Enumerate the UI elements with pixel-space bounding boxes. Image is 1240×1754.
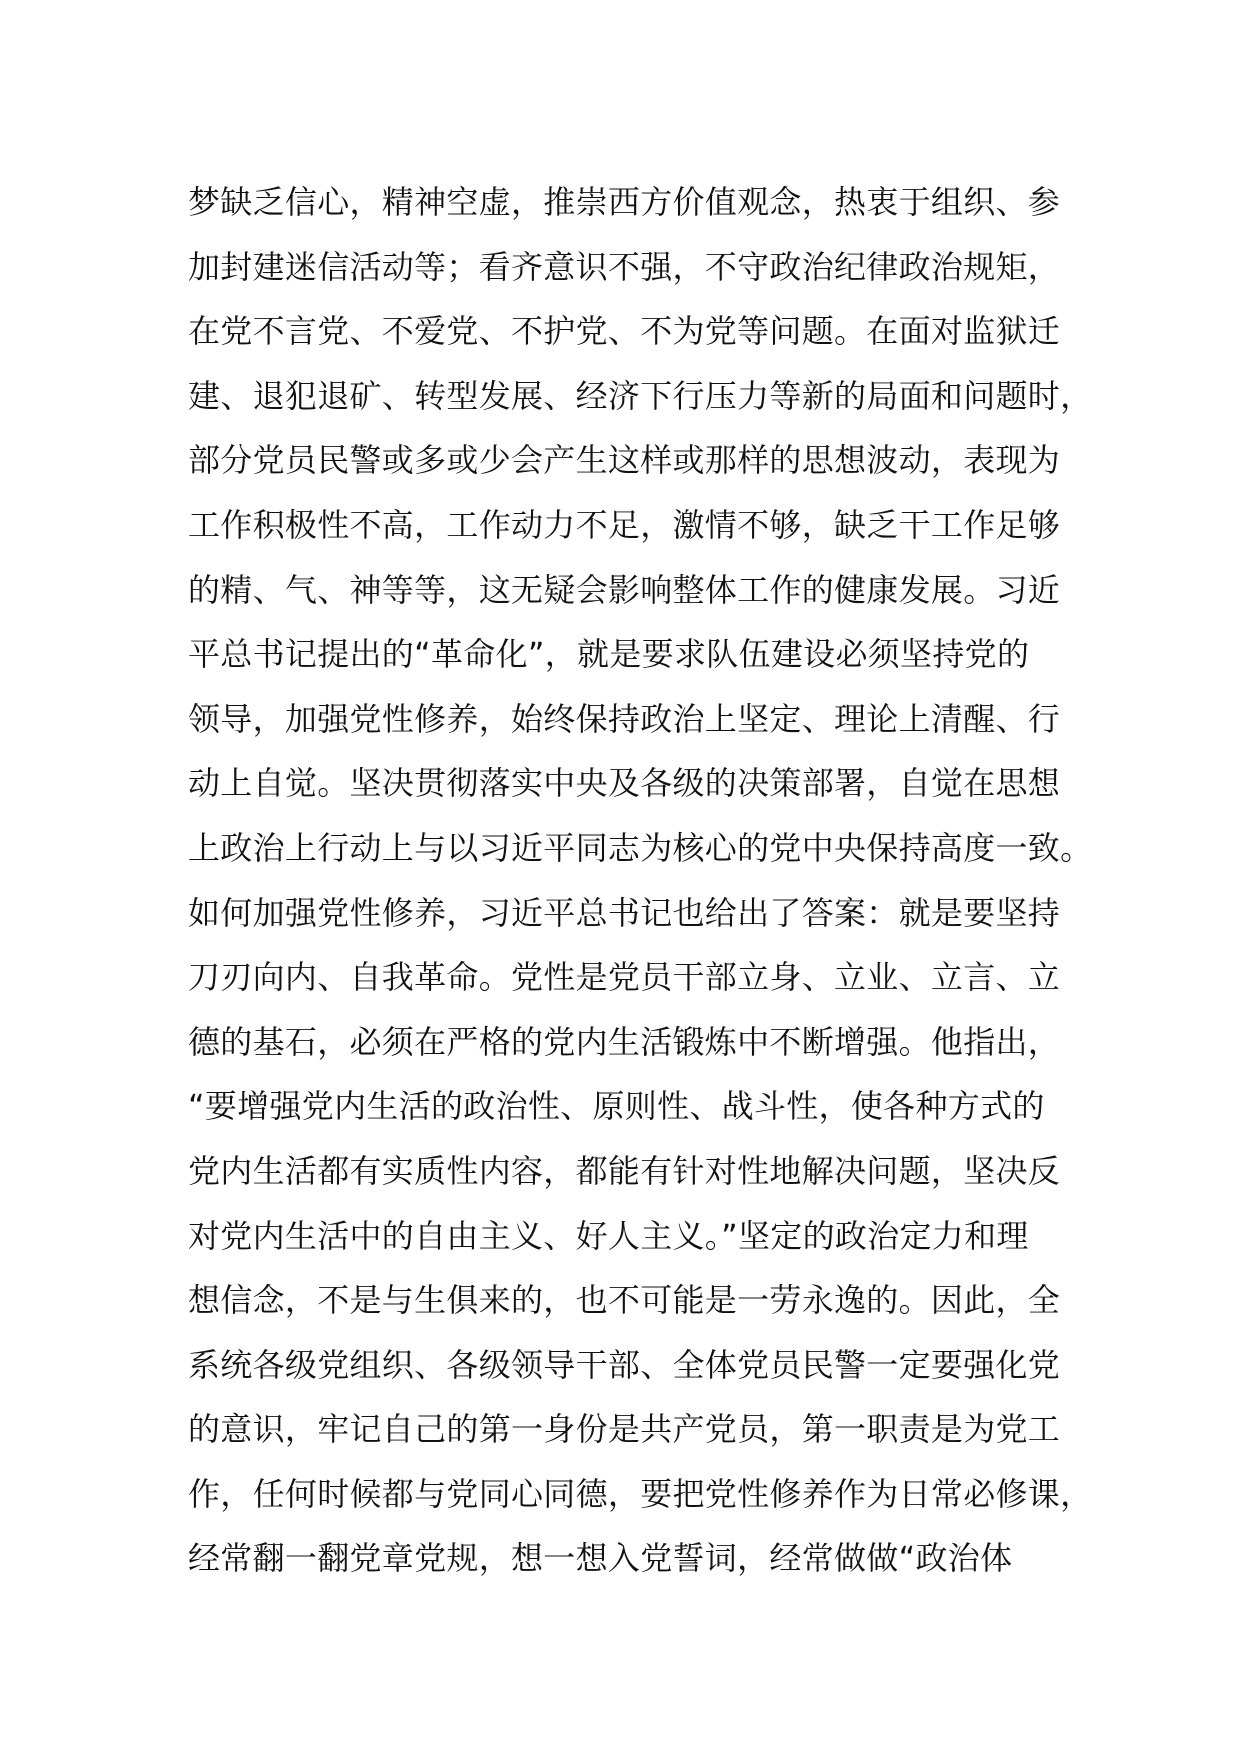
text-line: 党内生活都有实质性内容，都能有针对性地解决问题，坚决反 [188,1151,1061,1190]
text-line: 系统各级党组织、各级领导干部、全体党员民警一定要强化党 [188,1345,1061,1384]
text-line: 部分党员民警或多或少会产生这样或那样的思想波动，表现为 [188,441,1061,480]
text-line: 加封建迷信活动等；看齐意识不强，不守政治纪律政治规矩， [188,247,1061,286]
text-line: 动上自觉。坚决贯彻落实中央及各级的决策部署，自觉在思想 [188,764,1061,803]
text-line: 梦缺乏信心，精神空虚，推崇西方价值观念，热衷于组织、参 [188,183,1061,221]
text-line: 如何加强党性修养，习近平总书记也给出了答案：就是要坚持 [188,893,1061,932]
text-line: 的精、气、神等等，这无疑会影响整体工作的健康发展。习近 [188,570,1061,609]
text-line: 的意识，牢记自己的第一身份是共产党员，第一职责是为党工 [188,1410,1061,1449]
text-line: 领导，加强党性修养，始终保持政治上坚定、理论上清醒、行 [188,699,1061,738]
text-line: 想信念，不是与生俱来的，也不可能是一劳永逸的。因此，全 [188,1281,1061,1320]
body-text [188,170,1093,1591]
text-line: 作，任何时候都与党同心同德，要把党性修养作为日常必修课， [188,1474,1093,1513]
text-line: 在党不言党、不爱党、不护党、不为党等问题。在面对监狱迁 [188,312,1061,351]
text-line: 工作积极性不高，工作动力不足，激情不够，缺乏干工作足够 [188,505,1061,544]
text-line: 上政治上行动上与以习近平同志为核心的党中央保持高度一致。 [188,828,1093,867]
text-line: 对党内生活中的自由主义、好人主义。”坚定的政治定力和理 [188,1216,1029,1255]
text-line: “要增强党内生活的政治性、原则性、战斗性，使各种方式的 [188,1087,1045,1126]
text-line: 德的基石，必须在严格的党内生活锻炼中不断增强。他指出， [188,1022,1061,1061]
text-line: 经常翻一翻党章党规，想一想入党誓词，经常做做“政治体 [188,1539,1013,1578]
text-line: 平总书记提出的“革命化”，就是要求队伍建设必须坚持党的 [188,635,1030,674]
text-line: 刀刃向内、自我革命。党性是党员干部立身、立业、立言、立 [188,958,1061,997]
text-line: 建、退犯退矿、转型发展、经济下行压力等新的局面和问题时， [188,376,1093,415]
